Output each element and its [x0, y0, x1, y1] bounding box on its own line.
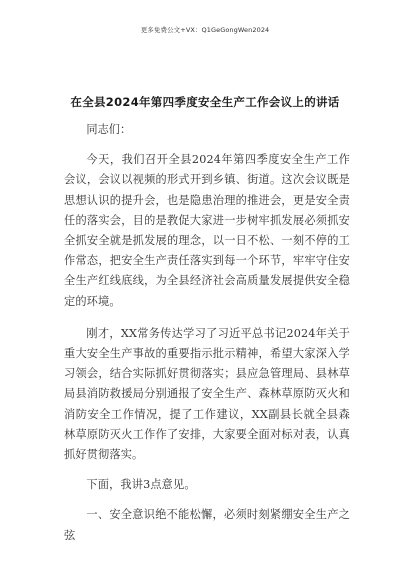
salutation: 同志们：: [86, 123, 132, 136]
header-note: 更多免费公文+VX：Q1GeGongWen2024: [140, 26, 270, 34]
section-heading-1: 一、安全意识绝不能松懈，必须时刻紧绷安全生产之弦: [64, 508, 350, 542]
paragraph-transition: 下面，我讲3点意见。: [86, 478, 196, 492]
document-title: 在全县2024年第四季度安全生产工作会议上的讲话: [70, 95, 340, 109]
paragraph-opening: 今天，我们召开全县2024年第四季度安全生产工作会议，会议以视频的形式开到乡镇、街道。这次会议既是思想认识的提升会，也是隐患治理的推进会，更是安全责任的落实会，目的是教促大家进一步树牢抓发展必须抓安全抓安全就是抓发展的理念，以一日不松、一刻不停的工作常态，把安全生产责任落实到每一个环节，牢牢守住安全生产红线底线，为全县经济社会高质量发展提供安全稳定的环境。: [64, 153, 350, 308]
document-body: [64, 120, 350, 546]
paragraph-review: 刚才，XX常务传达学习了习近平总书记2024年关于重大安全生产事故的重要指示批示精神，希望大家深入学习领会，结合实际抓好贯彻落实；县应急管理局、县林草局县消防救援局分别通报了安全生产、森林草原防灭火和消防安全工作情况，提了工作建议，XX副县长就全县森林草原防灭火工作作了安排，大家要全面对标对表，认真抓好贯彻落实。: [64, 326, 350, 462]
